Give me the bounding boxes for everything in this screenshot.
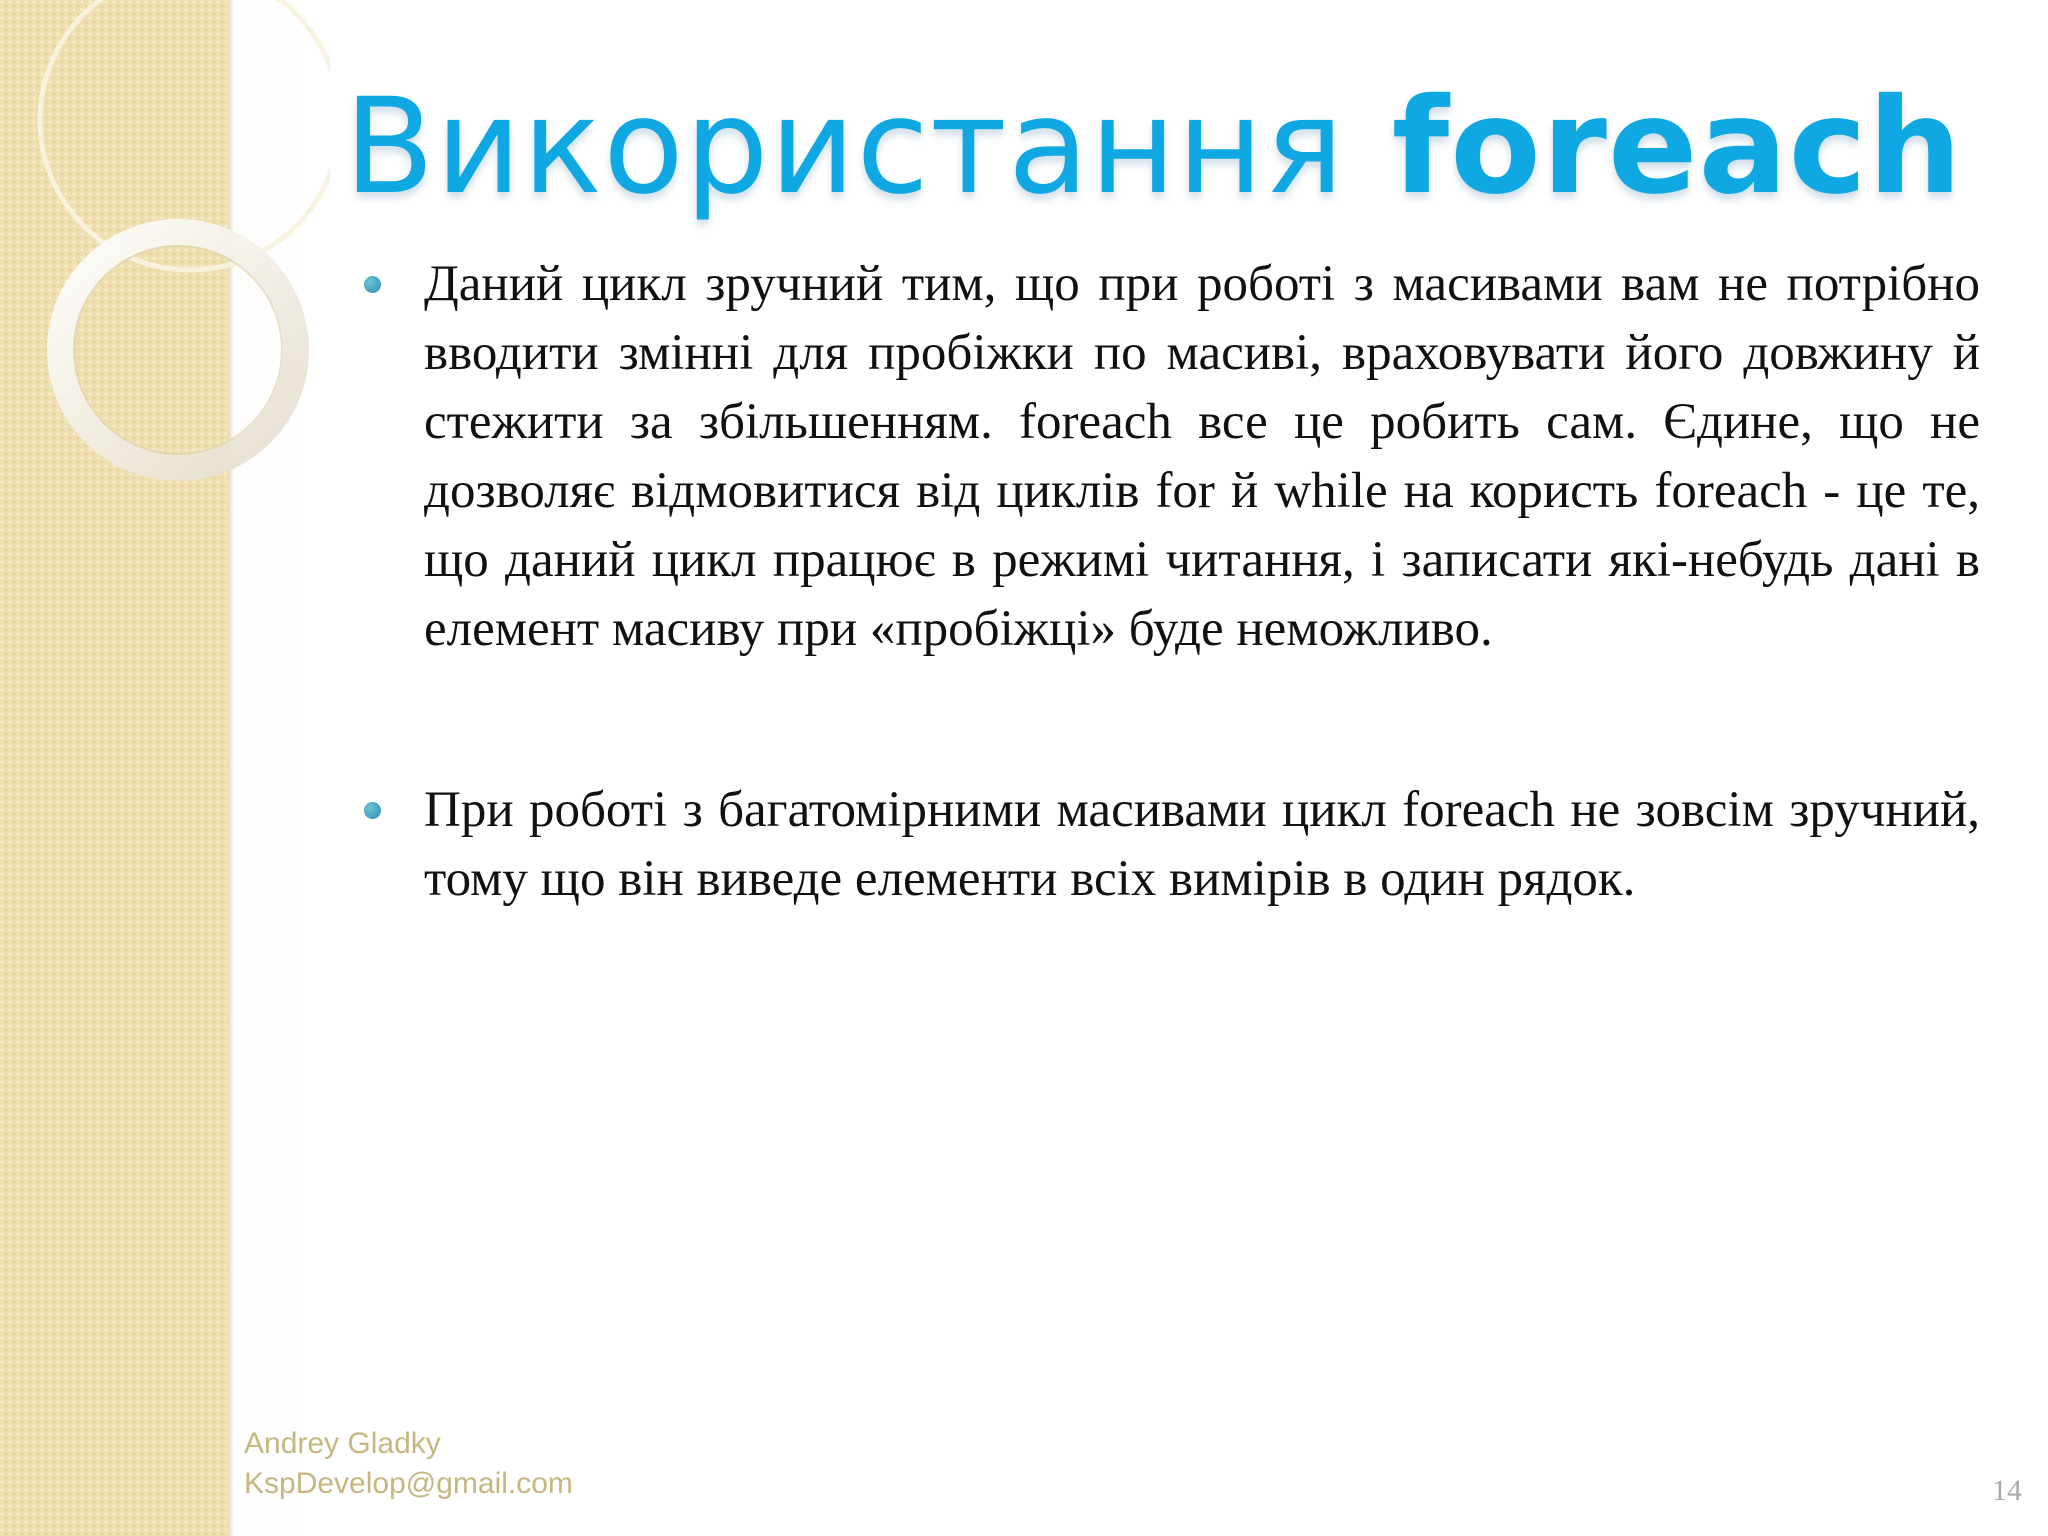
- bullet-list: [360, 250, 1980, 914]
- author-name: Andrey Gladky: [244, 1427, 441, 1460]
- slide-title: [344, 62, 1984, 232]
- small-ring-inner-edge: [74, 246, 282, 454]
- page-number: 14: [1992, 1474, 2022, 1507]
- title-bold-text: foreach: [1391, 70, 1963, 224]
- author-email: KspDevelop@gmail.com: [244, 1467, 573, 1500]
- bullet-icon: [364, 276, 381, 293]
- bullet-text: Даний цикл зручний тим, що при роботі з масивами вам не потрібно вводити змінні для пробіжки по масиві, враховувати його довжину й стежити за збільшенням. foreach все це робить сам. Єдине, що не дозволяє відмовитися від циклів for й while на користь foreach - це те, що даний цикл працює в режимі читання, і записати які-небудь дані в елемент масиву при «пробіжці» буде неможливо.: [424, 256, 1980, 657]
- bullet-item: [360, 250, 1980, 664]
- bullet-text: При роботі з багатомірними масивами цикл foreach не зовсім зручний, тому що він виведе елементи всіх вимірів в один рядок.: [424, 782, 1980, 907]
- title-plain-text: Використання: [344, 70, 1345, 224]
- bullet-item: [360, 776, 1980, 914]
- bullet-icon: [364, 802, 381, 819]
- footer-author-block: [244, 1424, 573, 1504]
- decorative-circles: [0, 0, 330, 520]
